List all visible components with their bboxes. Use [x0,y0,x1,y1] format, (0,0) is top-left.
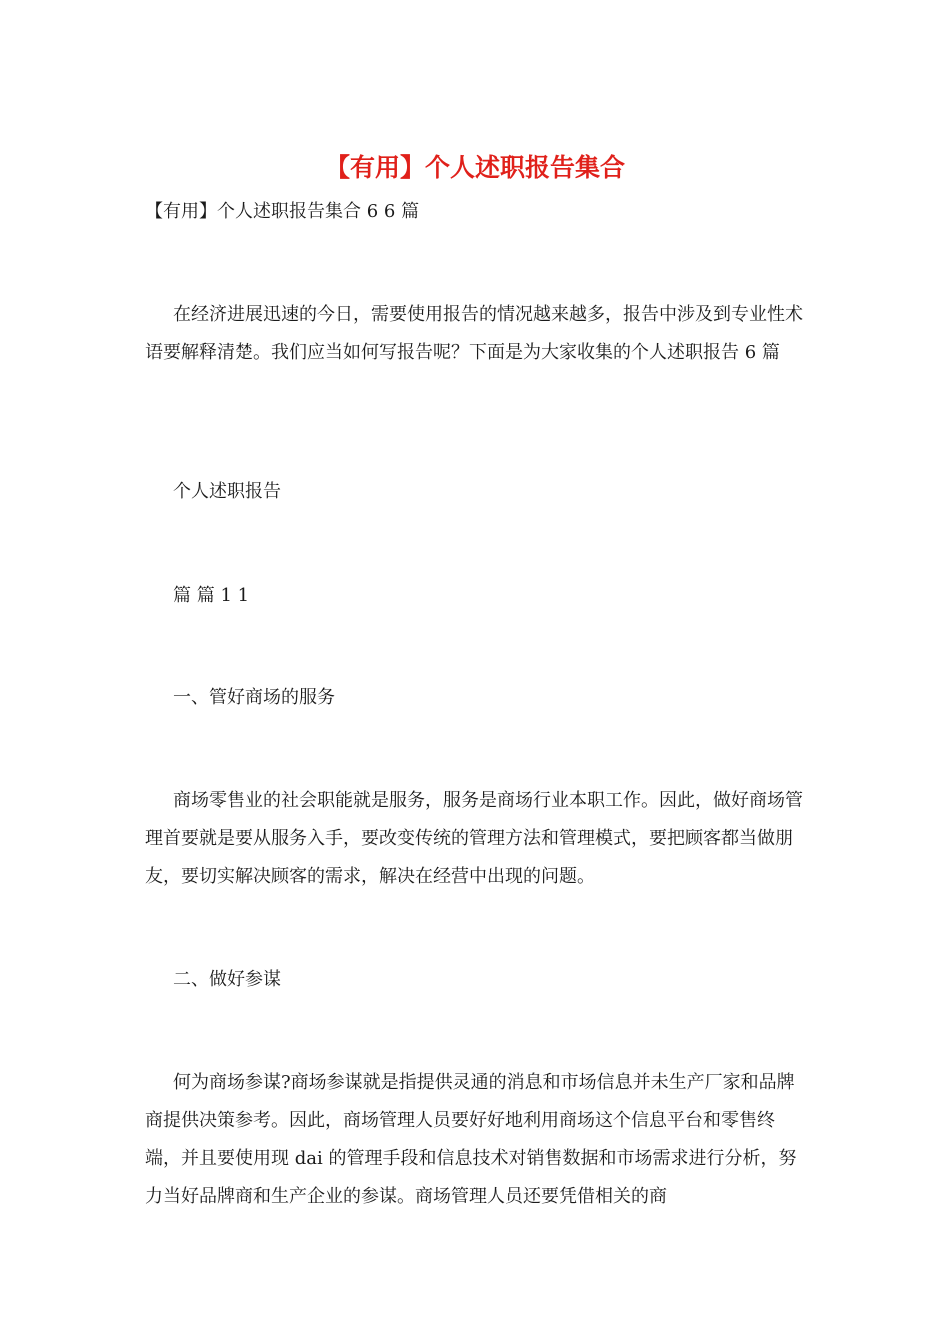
section-title: 个人述职报告 [173,481,281,502]
paragraph-service: 商场零售业的社会职能就是服务，服务是商场行业本职工作。因此，做好商场管理首要就是要从服务入手，要改变传统的管理方法和管理模式，要把顾客都当做朋友，要切实解决顾客的需求，解决在经营中出现的问题。 [145,790,803,887]
document-title: 【有用】个人述职报告集合 [324,153,625,182]
heading-advisor: 二、做好参谋 [173,969,281,990]
intro-paragraph: 在经济进展迅速的今日，需要使用报告的情况越来越多，报告中涉及到专业性术语要解释清楚。我们应当如何写报告呢？下面是为大家收集的个人述职报告 6 篇 [145,304,803,363]
document-subtitle: 【有用】个人述职报告集合 6 6 篇 [145,201,420,222]
chapter-label: 篇 篇 1 1 [173,585,250,606]
heading-service: 一、管好商场的服务 [173,687,335,708]
paragraph-advisor: 何为商场参谋?商场参谋就是指提供灵通的消息和市场信息并未生产厂家和品牌商提供决策参考。因此，商场管理人员要好好地利用商场这个信息平台和零售终端，并且要使用现 dai 的管理手段和信息技术对销售数据和市场需求进行分析，努力当好品牌商和生产企业的参谋。商场管理人员还要凭借相关的商 [145,1072,797,1207]
